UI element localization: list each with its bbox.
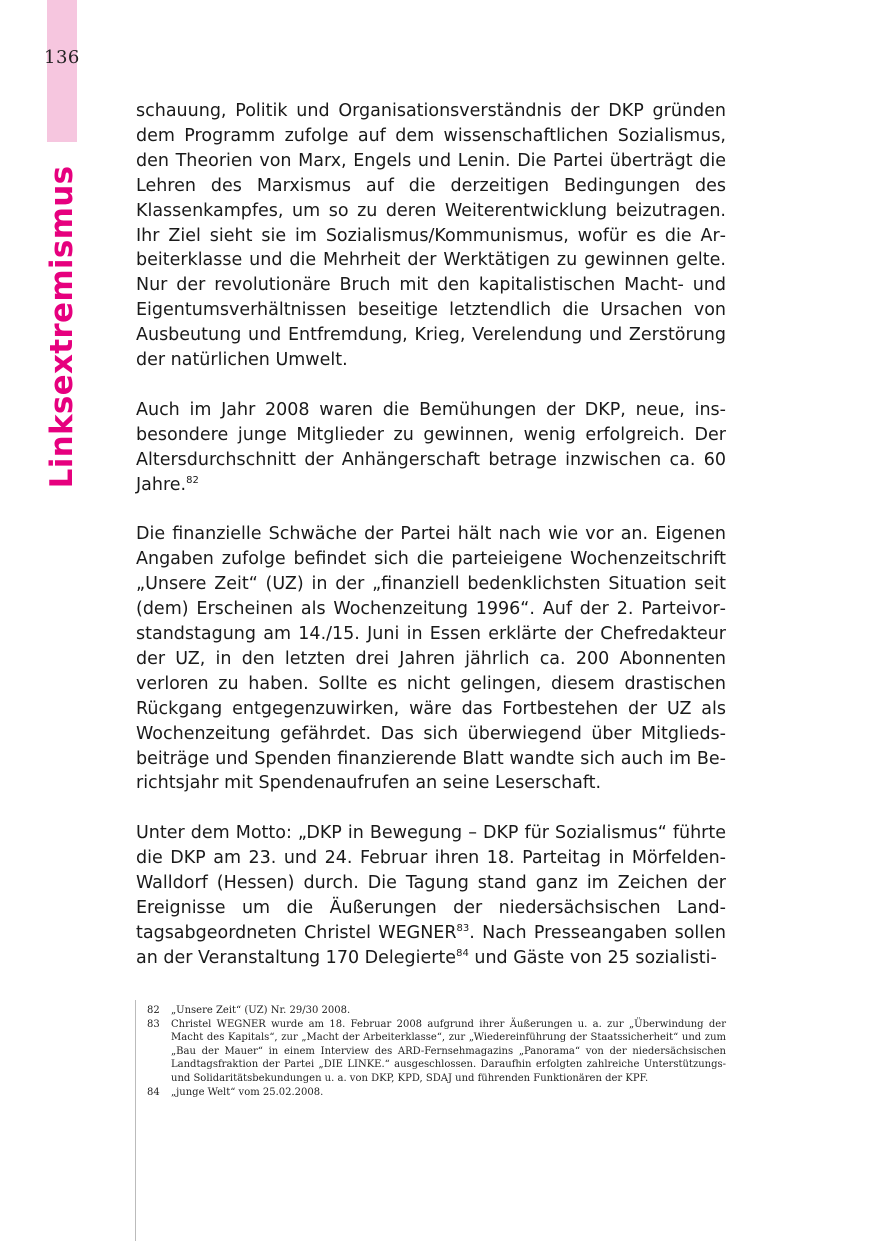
footnote-83	[147, 1018, 726, 1086]
footnote-number: 83	[147, 1018, 160, 1030]
margin-rule	[135, 1000, 136, 1241]
footnote-text: „Unsere Zeit“ (UZ) Nr. 29/30 2008.	[171, 1005, 351, 1016]
footnote-ref-83[interactable]: 83	[456, 922, 470, 934]
footnote-ref-82[interactable]: 82	[186, 474, 199, 486]
paragraph-4-text-a: Unter dem Motto: „DKP in Bewegung – DKP für Sozialismus“ führte die DKP am 23. und 24. Februar ihren 18. Parteitag in Mörfelden-Walldorf (Hessen) durch. Die Tagung stand ganz im Zeichen der Ereignisse um die Äußerungen der niedersächsischen Landtagsabgeordneten Christel WEGNER	[136, 823, 726, 943]
footnote-text: Christel WEGNER wurde am 18. Februar 2008 aufgrund ihrer Äußerungen u. a. zur „Überwindung der Macht des Kapitals“, zur „Macht der Arbeiterklasse“, zur „Wiedereinführung der Staatssicherheit“ und zum „Bau der Mauer“ in einem Interview des ARD-Fernsehmagazins „Panorama“ von der niedersächsischen Landtagsfraktion der Partei „DIE LINKE.“ ausgeschlossen. Daraufhin erfolgten zahlreiche Unterstützungs- und Solidaritätsbekundungen u. a. von DKP, KPD, SDAJ und führenden Funktionären der KPF.	[171, 1018, 726, 1084]
section-color-bar	[47, 0, 77, 142]
footnote-ref-84[interactable]: 84	[456, 947, 469, 959]
paragraph-4-text-c: und Gäste von 25 sozialisti-	[468, 947, 717, 968]
section-title-vertical: Linksextremismus	[44, 165, 80, 489]
paragraph-4-text-b: . Nach Presseangaben sollen an der Veranstaltung 170 Delegierte	[136, 922, 726, 968]
paragraph-1: schauung, Politik und Organisationsverständnis der DKP gründen dem Programm zufolge auf dem wissenschaftlichen Sozialismus, den Theorien von Marx, Engels und Lenin. Die Partei überträgt die Lehren des Marxismus auf die derzeitigen Bedingungen des Klassenkampfes, um so zu deren Weiterentwicklung beizutragen. Ihr Ziel sieht sie im Sozialismus/Kommunismus, wofür es die Arbeiterklasse und die Mehrheit der Werktätigen zu gewinnen gelte. Nur der revolutionäre Bruch mit den kapitalistischen Macht- und Eigentumsverhältnissen beseitige letztendlich die Ursachen von Ausbeutung und Entfremdung, Krieg, Verelendung und Zerstörung der natürlichen Umwelt.	[136, 101, 726, 371]
footnote-number: 82	[147, 1005, 160, 1016]
footnote-84	[147, 1086, 726, 1100]
footnote-number: 84	[147, 1086, 160, 1098]
paragraph-2-text: Auch im Jahr 2008 waren die Bemühungen der DKP, neue, insbesondere junge Mitglieder zu gewinnen, wenig erfolgreich. Der Altersdurchschnitt der Anhängerschaft betrage inzwischen ca. 60 Jahre.	[136, 399, 726, 495]
paragraph-3: Die finanzielle Schwäche der Partei hält nach wie vor an. Eigenen Angaben zufolge befindet sich die parteieigene Wochenzeitschrift „Unsere Zeit“ (UZ) in der „finanziell bedenklichsten Situation seit (dem) Erscheinen als Wochenzeitung 1996“. Auf der 2. Parteivorstandstagung am 14./15. Juni in Essen erklärte der Chefredakteur der UZ, in den letzten drei Jahren jährlich ca. 200 Abonnenten verloren zu haben. Sollte es nicht gelingen, diesem drastischen Rückgang entgegenzuwirken, wäre das Fortbestehen der UZ als Wochenzeitung gefährdet. Das sich überwiegend über Mitgliedsbeiträge und Spenden finanzierende Blatt wandte sich auch im Berichtsjahr mit Spendenaufrufen an seine Leserschaft.	[136, 524, 726, 794]
footnote-82	[147, 1004, 726, 1018]
footnote-text: „junge Welt“ vom 25.02.2008.	[171, 1086, 324, 1098]
paragraph-2	[136, 398, 726, 498]
page-number: 136	[44, 47, 80, 68]
paragraph-4	[136, 821, 726, 970]
footnotes	[147, 1004, 726, 1099]
body-text	[136, 99, 726, 971]
